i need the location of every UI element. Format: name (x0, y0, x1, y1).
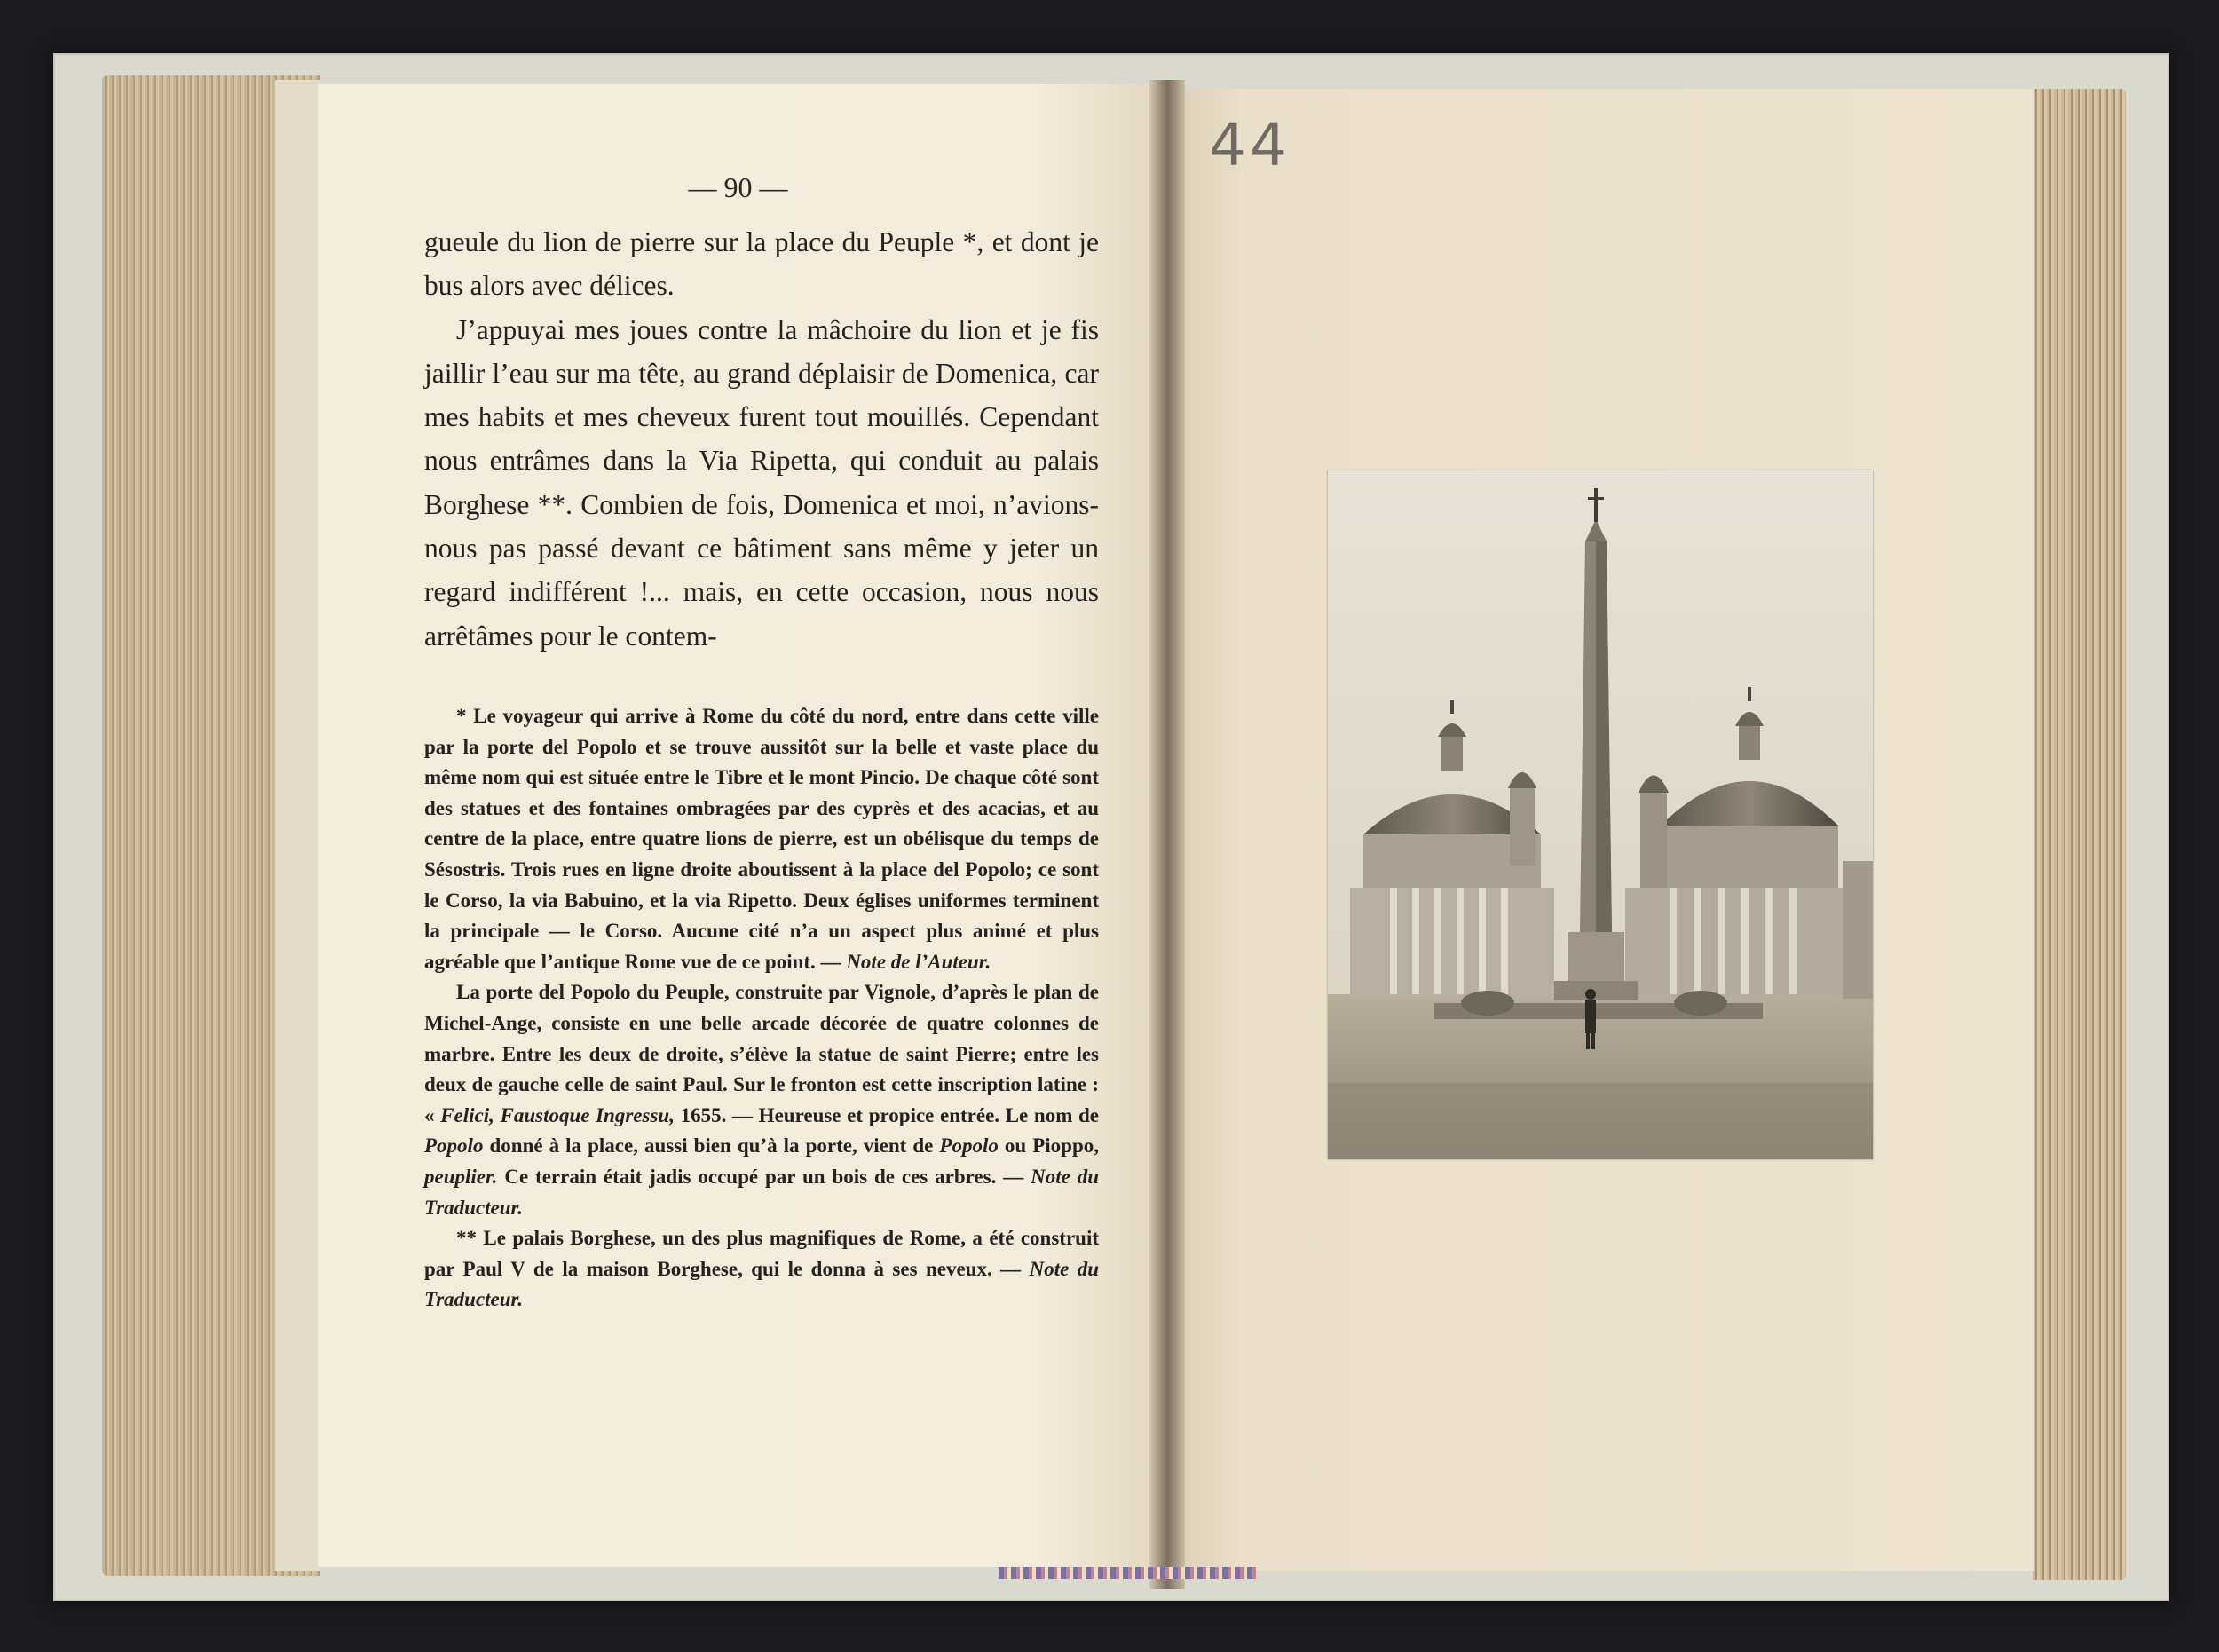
main-text (424, 220, 1099, 658)
footnote-porta-del-popolo: La porte del Popolo du Peuple, construite par Vignole, d’après le plan de Michel-Ange, consiste en une belle arcade décorée de quatre colonnes de marbre. Entre les deux de droite, s’élève la statue de saint Pierre; entre les deux de gauche celle de saint Paul. Sur le fronton est cette inscription latine : « Felici, Faustoque Ingressu, 1655. — Heureuse et propice entrée. Le nom de Popolo donné à la place, aussi bien qu’à la porte, vient de Popolo ou Pioppo, peuplier. Ce terrain était jadis occupé par un bois de ces arbres. — Note du Traducteur. (424, 981, 1100, 1219)
page-number: — 90 — (688, 171, 788, 203)
paragraph-1: gueule du lion de pierre sur la place du Peuple *, et dont je bus alors avec délices. (424, 226, 1099, 302)
piazza-del-popolo-photograph (1328, 470, 1873, 1159)
book-gutter (1149, 80, 1185, 1589)
pencil-page-number: 44 (1209, 111, 1291, 179)
right-page-edges (2033, 89, 2126, 1580)
headband-ribbon (999, 1567, 1256, 1579)
photograph-image (1328, 470, 1873, 1159)
left-endpaper (275, 80, 320, 1571)
paragraph-2: J’appuyai mes joues contre la mâchoire du lion et je fis jaillir l’eau sur ma tête, au grand déplaisir de Domenica, car mes habits et mes cheveux furent tout mouillés. Cependant nous entrâmes dans la Via Ripetta, qui conduit au palais Borghese **. Combien de fois, Domenica et moi, n’avions-nous pas passé devant ce bâtiment sans même y jeter un regard indifférent !... mais, en cette occasion, nous nous arrêtâmes pour le contem- (424, 313, 1099, 652)
footnotes (424, 701, 1099, 1316)
footnote-author: * Le voyageur qui arrive à Rome du côté du nord, entre dans cette ville par la porte del Popolo et se trouve aussitôt sur la belle et vaste place du même nom qui est située entre le Tibre et le mont Pincio. De chaque côté sont des statues et des fontaines ombragées par des cyprès et des acacias, et au centre de la place, entre quatre lions de pierre, est un obélisque du temps de Sésostris. Trois rues en ligne droite aboutissent à la place del Popolo; ce sont le Corso, la via Babuino, et la via Ripetto. Deux églises uniformes terminent la principale — le Corso. Aucune cité n’a un aspect plus animé et plus agréable que l’antique Rome vue de ce point. — Note de l’Auteur. (424, 705, 1099, 973)
footnote-palais-borghese: ** Le palais Borghese, un des plus magnifiques de Rome, a été construit par Paul V de la maison Borghese, qui le donna à ses neveux. — Note du Traducteur. (424, 1227, 1100, 1311)
